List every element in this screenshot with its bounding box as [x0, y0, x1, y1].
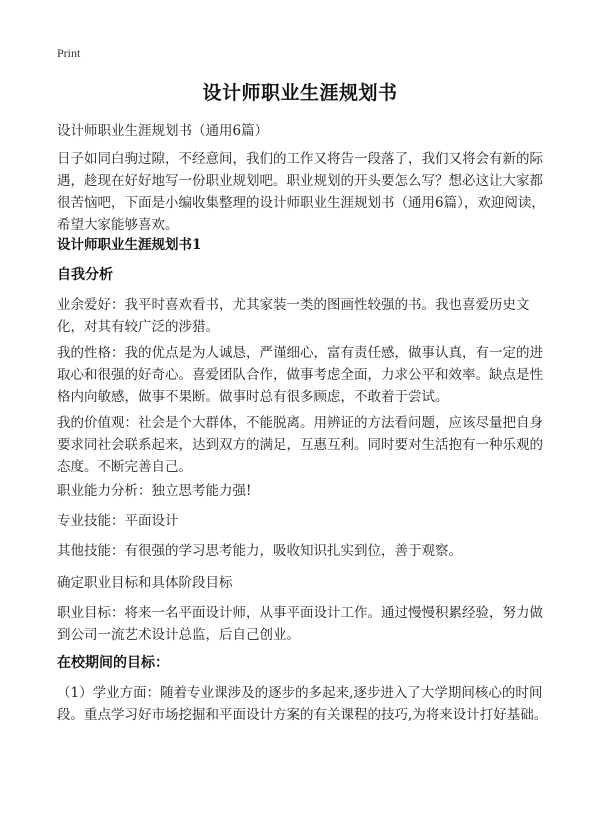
subtitle: 设计师职业生涯规划书（通用6篇） — [57, 123, 269, 139]
other-skill-paragraph: 其他技能：有很强的学习思考能力，吸收知识扎实到位，善于观察。 — [57, 543, 462, 559]
skill-paragraph: 专业技能：平面设计 — [57, 513, 179, 529]
values-paragraph: 我的价值观：社会是个大群体，不能脱离。用辨证的方法看问题，应该尽量把自身要求同社会联系起来，达到双方的满足，互惠互利。同时要对生活抱有一种乐观的态度。不断完善自己。 — [57, 415, 543, 475]
ability-paragraph: 职业能力分析：独立思考能力强! — [57, 483, 252, 499]
section-heading: 设计师职业生涯规划书1 — [57, 237, 202, 253]
career-goal-paragraph: 职业目标：将来一名平面设计师，从事平面设计工作。通过慢慢积累经验，努力做到公司一流艺术设计总监，后自己创业。 — [57, 605, 543, 643]
print-link[interactable]: Print — [57, 46, 81, 60]
self-analysis-heading: 自我分析 — [57, 267, 113, 283]
personality-paragraph: 我的性格：我的优点是为人诚恳，严谨细心，富有责任感，做事认真，有一定的进取心和很强的好奇心。喜爱团队合作，做事考虑全面，力求公平和效率。缺点是性格内向敏感，做事不果断。做事时总有很多顾虑，不敢着于尝试。 — [57, 345, 543, 405]
study-paragraph: （1）学业方面：随着专业课涉及的逐步的多起来,逐步进入了大学期间核心的时间段。重点学习好市场挖掘和平面设计方案的有关课程的技巧,为将来设计打好基础。 — [57, 685, 548, 723]
page-title: 设计师职业生涯规划书 — [202, 82, 398, 104]
hobby-paragraph: 业余爱好：我平时喜欢看书，尤其家装一类的图画性较强的书。我也喜爱历史文化，对其有较广泛的涉猎。 — [57, 297, 530, 335]
intro-paragraph: 日子如同白驹过隙，不经意间，我们的工作又将告一段落了，我们又将会有新的际遇，趁现在好好地写一份职业规划吧。职业规划的开头要怎么写？想必这让大家都很苦恼吧，下面是小编收集整理的设计师职业生涯规划书（通用6篇），欢迎阅读，希望大家能够喜欢。 — [57, 151, 545, 233]
school-goal-heading: 在校期间的目标： — [57, 655, 169, 671]
goal-heading: 确定职业目标和具体阶段目标 — [57, 575, 233, 591]
